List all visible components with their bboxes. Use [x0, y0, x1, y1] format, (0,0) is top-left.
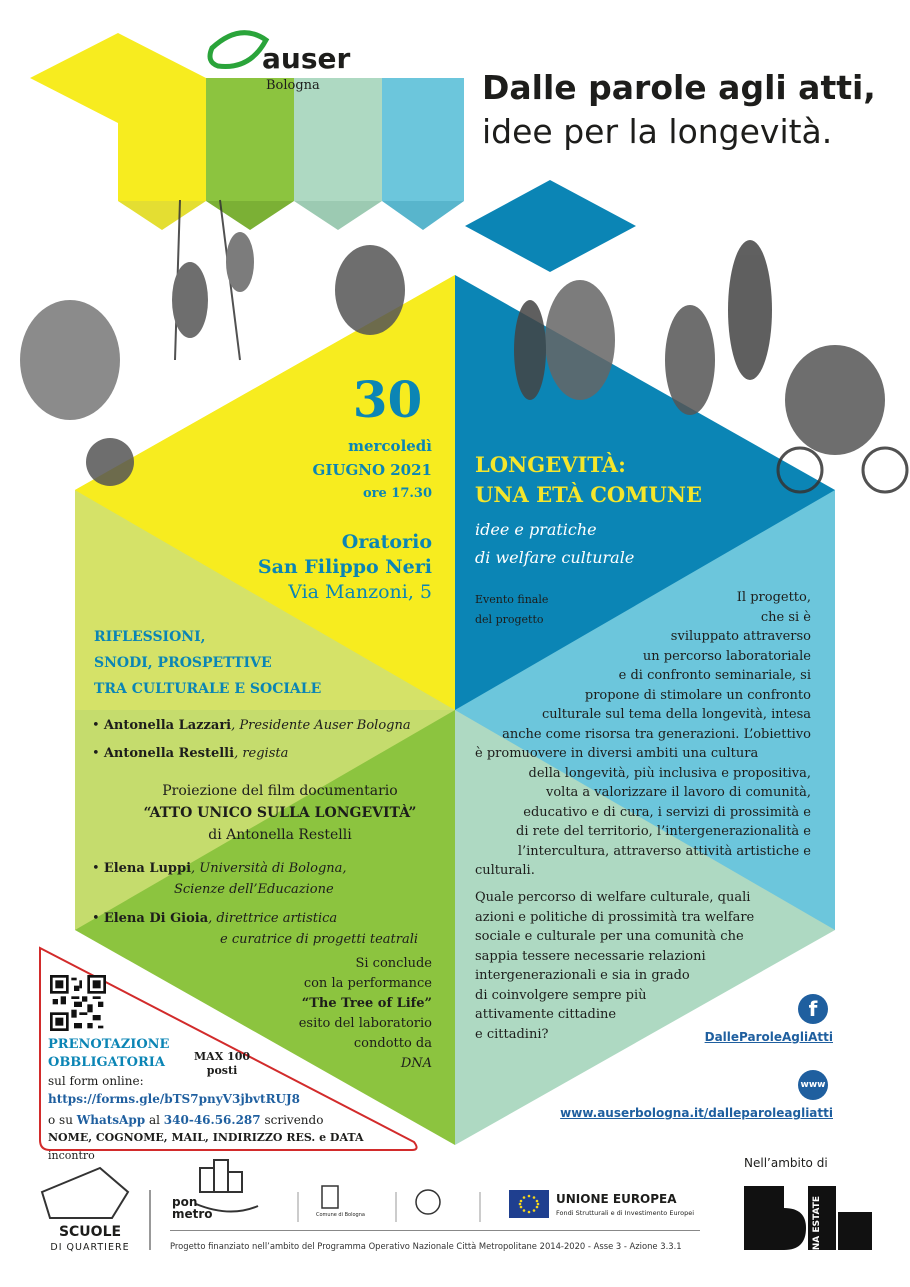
longevita-sub-line1: idee e pratiche	[475, 520, 597, 539]
eu-title: UNIONE EUROPEA	[556, 1192, 677, 1206]
speaker-item: • Antonella Lazzari, Presidente Auser Bologna	[92, 718, 411, 733]
desc-line: sviluppato attraverso	[670, 629, 811, 644]
qr-code[interactable]	[50, 975, 106, 1031]
evento-line2: del progetto	[475, 613, 544, 626]
event-day: 30	[352, 370, 423, 429]
event-month-year: GIUGNO 2021	[312, 461, 432, 479]
speaker-name: Elena Di Gioia	[103, 911, 209, 926]
evento-line1: Evento finale	[475, 593, 549, 606]
phone-link[interactable]: 340-46.56.287	[163, 1113, 261, 1127]
text-or: o su	[48, 1113, 73, 1127]
green-block	[206, 78, 294, 201]
question-line: di coinvolgere sempre più	[475, 987, 647, 1003]
desc-line: e di confronto seminariale, si	[618, 668, 811, 683]
desc-line: Il progetto,	[736, 590, 811, 605]
blue-diamond	[465, 180, 636, 272]
ponmetro-logo	[172, 1196, 213, 1220]
mint-block	[294, 78, 382, 201]
comune-crest-icon	[322, 1186, 338, 1208]
desc-line: propone di stimolare un confronto	[584, 687, 811, 703]
venue-line1: Oratorio	[341, 531, 432, 553]
question-line: attivamente cittadine	[475, 1007, 617, 1022]
question-line: intergenerazionali e sia in grado	[475, 968, 690, 983]
bologna-estate-logo	[744, 1186, 872, 1250]
comune-label: Comune di Bologna	[316, 1212, 365, 1218]
desc-line: che si è	[760, 609, 811, 625]
longevita-title	[475, 450, 815, 510]
scuole-logo-icon	[42, 1168, 128, 1218]
whatsapp-link[interactable]: WhatsApp	[76, 1113, 146, 1127]
longevita-sub-line2: di welfare culturale	[475, 548, 635, 567]
question-line: Quale percorso di welfare culturale, quali	[475, 890, 751, 905]
speaker-item: • Antonella Restelli, regista	[92, 746, 289, 761]
footer-divider	[170, 1230, 700, 1231]
max-seats-line2: posti	[206, 1064, 238, 1077]
project-description	[475, 588, 811, 881]
desc-line: un percorso laboratoriale	[642, 648, 811, 664]
headline-line1: Dalle parole agli atti,	[482, 68, 876, 107]
scuole-logo	[40, 1224, 140, 1256]
question-line: sappia tessere necessarie relazioni	[475, 948, 706, 964]
desc-line: culturale sul tema della longevità, intesa	[541, 707, 811, 722]
nell-ambito-label: Nell’ambito di	[744, 1156, 828, 1170]
tri-1	[118, 201, 206, 230]
speaker-name: Elena Luppi	[103, 861, 192, 876]
eu-flag-icon	[509, 1190, 549, 1218]
cyan-block	[382, 78, 464, 201]
bologna-estate-label: BOLOGNA ESTATE	[812, 1196, 822, 1286]
film-intro: Proiezione del film documentario	[162, 783, 398, 799]
speaker-role: , Università di Bologna,	[191, 861, 347, 876]
facebook-icon[interactable]: f	[798, 994, 828, 1024]
speaker-item: • Elena Luppi, Università di Bologna,	[92, 861, 347, 876]
riflessioni-line: RIFLESSIONI,	[94, 629, 206, 645]
conclude-by: DNA	[400, 1056, 432, 1071]
website-link[interactable]: www.auserbologna.it/dalleparoleagliatti	[560, 1106, 833, 1120]
auser-logo-city: Bologna	[266, 78, 320, 93]
fields-line	[48, 1129, 408, 1165]
scuole-label: SCUOLE	[58, 1224, 122, 1240]
whatsapp-line	[48, 1111, 408, 1129]
speaker-role: , Presidente Auser Bologna	[231, 718, 411, 733]
pon-label: pon	[172, 1195, 198, 1209]
event-weekday: mercoledì	[348, 437, 432, 455]
longevita-subtitle	[475, 516, 805, 572]
longevita-title-line2: UNA ETÀ COMUNE	[475, 482, 702, 507]
conclude-line: esito del laboratorio	[298, 1016, 432, 1031]
speaker-name: Antonella Restelli	[103, 746, 235, 761]
metro-label: metro	[172, 1207, 213, 1221]
speakers-list	[92, 712, 432, 768]
auser-logo-text: auser	[262, 42, 351, 75]
speaker-item: • Elena Di Gioia, direttrice artistica	[92, 911, 338, 926]
conclude-line: Si conclude	[355, 956, 432, 971]
desc-line: culturali.	[475, 863, 535, 878]
eu-subtitle: Fondi Strutturali e di Investimento Europei	[556, 1209, 695, 1217]
repubblica-emblem-icon	[416, 1190, 440, 1214]
booking-title2: OBBLIGATORIA	[48, 1055, 165, 1070]
speaker-role-line2: e curatrice di progetti teatrali	[220, 932, 419, 947]
booking-title1: PRENOTAZIONE	[48, 1037, 170, 1052]
text-scrivendo: scrivendo	[264, 1113, 324, 1127]
required-fields: NOME, COGNOME, MAIL, INDIRIZZO RES. e DATA	[48, 1131, 364, 1144]
desc-line: volta a valorizzare il lavoro di comunità,	[545, 785, 811, 800]
desc-line: della longevità, più inclusiva e propositiva,	[528, 765, 811, 781]
max-seats	[194, 1050, 250, 1078]
tri-4	[382, 201, 464, 230]
question-line: e cittadini?	[475, 1026, 549, 1042]
headline	[482, 66, 902, 154]
headline-line2: idee per la longevità.	[482, 112, 833, 151]
max-seats-line1: MAX 100	[194, 1050, 251, 1063]
question-line: azioni e politiche di prossimità tra welfare	[475, 909, 755, 925]
desc-line: educativo e di cura, i servizi di prossimità e	[523, 804, 811, 820]
tri-3	[294, 201, 382, 230]
speaker-role: , direttrice artistica	[208, 911, 338, 926]
form-intro: sul form online:	[48, 1074, 144, 1088]
conclude-line: con la performance	[303, 976, 432, 991]
riflessioni-line: TRA CULTURALE E SOCIALE	[94, 681, 322, 697]
speaker-role: , regista	[234, 746, 289, 761]
performance-title: “The Tree of Life”	[301, 996, 432, 1011]
text-incontro: incontro	[48, 1149, 95, 1162]
film-by: di Antonella Restelli	[208, 827, 352, 843]
facebook-link[interactable]: DalleParoleAgliAtti	[704, 1030, 833, 1044]
yellow-block	[118, 78, 206, 201]
event-date	[260, 434, 432, 506]
film-title: “ATTO UNICO SULLA LONGEVITÀ”	[143, 805, 417, 821]
venue-line2: San Filippo Neri	[257, 556, 432, 578]
longevita-title-line1: LONGEVITÀ:	[475, 452, 626, 477]
conclude-line: condotto da	[353, 1036, 432, 1051]
riflessioni-heading	[94, 624, 424, 702]
event-venue	[220, 530, 432, 605]
film-block	[140, 780, 420, 846]
text-al: al	[148, 1113, 160, 1127]
auser-logo-swoosh	[210, 33, 266, 67]
riflessioni-line: SNODI, PROSPETTIVE	[94, 655, 272, 671]
project-question	[475, 888, 811, 1044]
quartiere-label: DI QUARTIERE	[50, 1242, 130, 1253]
speaker-role-line2: Scienze dell’Educazione	[174, 882, 334, 897]
globe-icon[interactable]: www	[798, 1070, 828, 1100]
desc-line: l’intercultura, attraverso attività artistiche e	[517, 843, 811, 859]
speakers2-list	[92, 858, 432, 950]
tri-2	[206, 201, 294, 230]
booking-block	[48, 1036, 408, 1165]
form-link[interactable]: https://forms.gle/bTS7pnyV3jbvtRUJ8	[48, 1092, 301, 1106]
funding-note: Progetto finanziato nell’ambito del Programma Operativo Nazionale Città Metropolitane 2014-2020 - Asse 3 - Azione 3.3.1	[170, 1241, 682, 1251]
question-line: sociale e culturale per una comunità che	[475, 929, 744, 944]
event-time: ore 17.30	[362, 486, 432, 501]
desc-line: è promuovere in diversi ambiti una cultura	[475, 746, 759, 761]
desc-line: anche come risorsa tra generazioni. L’obiettivo	[502, 726, 811, 742]
speaker-name: Antonella Lazzari	[103, 718, 232, 733]
desc-line: di rete del territorio, l’intergenerazionalità e	[516, 824, 811, 839]
venue-address: Via Manzoni, 5	[288, 581, 432, 603]
